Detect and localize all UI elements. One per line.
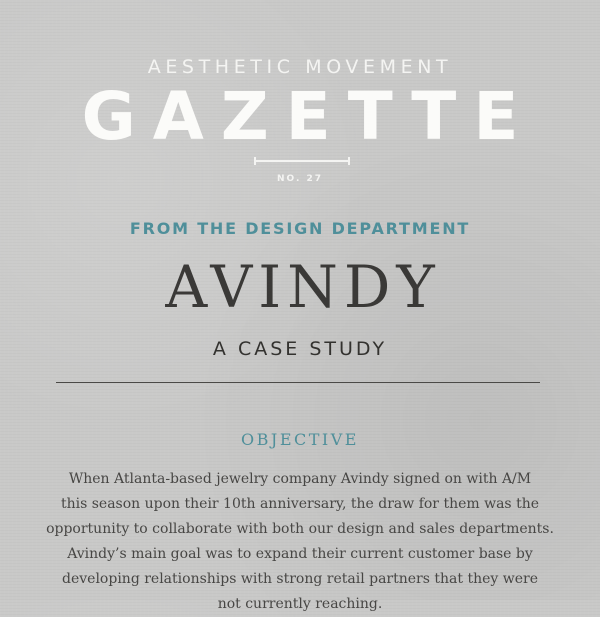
masthead-kicker: AESTHETIC MOVEMENT [147,56,453,78]
issue-rule-ornament [254,157,350,165]
rule-bar [254,160,350,162]
issue-number: NO. 27 [276,174,324,184]
masthead-title: GAZETTE [81,78,536,155]
client-title: AVINDY [165,253,441,321]
paragraph-line: developing relationships with strong retail partners that they were [62,571,538,587]
article-subtitle: A CASE STUDY [212,338,388,360]
section-heading-objective: OBJECTIVE [241,430,359,449]
objective-paragraph [40,467,560,617]
paragraph-line: opportunity to collaborate with both our design and sales departments. [46,521,554,537]
paragraph-line: Avindy’s main goal was to expand their current customer base by [67,546,533,562]
paragraph-line: this season upon their 10th anniversary, the draw for them was the [60,496,539,512]
section-divider [56,382,540,383]
rule-right-tick [348,157,350,165]
paragraph-line: When Atlanta-based jewelry company Avindy signed on with A/M [68,471,532,487]
department-label: FROM THE DESIGN DEPARTMENT [129,219,471,238]
paragraph-line: not currently reaching. [217,596,383,612]
